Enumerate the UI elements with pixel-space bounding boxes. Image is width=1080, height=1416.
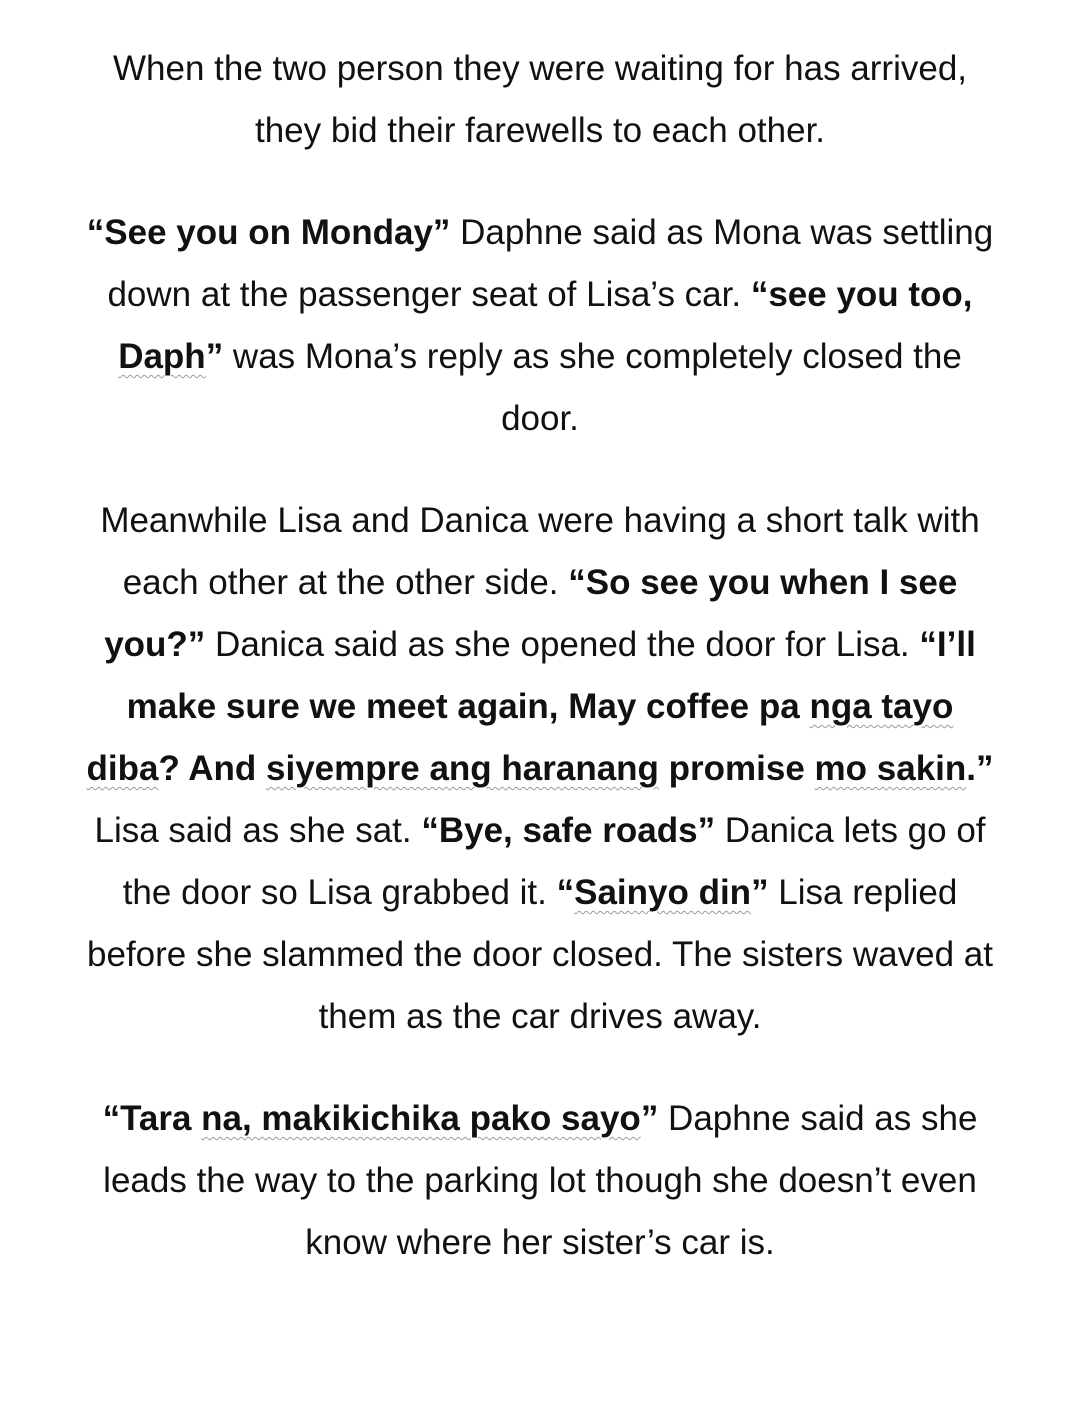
paragraph-arrival bbox=[78, 38, 1002, 162]
paragraph-lisa-danica bbox=[78, 490, 1002, 1048]
spellcheck-flagged-phrase: mo sakin bbox=[814, 749, 967, 788]
document-page bbox=[78, 38, 1002, 1274]
narration-text: Danica said as she opened the door for Lisa. bbox=[205, 625, 920, 664]
dialogue-quote: ” bbox=[205, 337, 224, 376]
narration-text: Daphne said as Mona was settling down at the passenger seat of Lisa’s car. bbox=[107, 213, 994, 314]
spellcheck-flagged-phrase: na, makikichika pako sayo bbox=[201, 1099, 641, 1138]
dialogue-quote: “Tara bbox=[102, 1099, 202, 1138]
dialogue-quote: ” bbox=[751, 873, 769, 912]
dialogue-quote: promise bbox=[658, 749, 815, 788]
narration-text: was Mona’s reply as she completely closed the door. bbox=[223, 337, 962, 438]
narration-text: Daphne said as she leads the way to the parking lot though she doesn’t even know where her sister’s car is. bbox=[103, 1099, 978, 1262]
narration-text: Meanwhile Lisa and Danica were having a short talk with each other at the other side. bbox=[100, 501, 980, 602]
narration-text: When the two person they were waiting for has arrived, they bid their farewells to each other. bbox=[112, 49, 968, 150]
dialogue-quote: ” bbox=[640, 1099, 659, 1138]
dialogue-quote: “See you on Monday” bbox=[86, 213, 451, 252]
spellcheck-flagged-word: Daph bbox=[118, 337, 206, 376]
spellcheck-flagged-phrase: nga tayo diba bbox=[86, 687, 954, 788]
narration-text: Danica lets go of the door so Lisa grabbed it. bbox=[122, 811, 986, 912]
dialogue-quote: “see you too, bbox=[750, 275, 973, 314]
spellcheck-flagged-phrase: Sainyo din bbox=[574, 873, 752, 912]
dialogue-quote: “Bye, safe roads” bbox=[421, 811, 716, 850]
dialogue-quote: ? And bbox=[158, 749, 267, 788]
spellcheck-flagged-phrase: siyempre ang haranang bbox=[266, 749, 659, 788]
dialogue-quote: “So see you when I see you?” bbox=[104, 563, 958, 664]
dialogue-quote: “ bbox=[556, 873, 575, 912]
dialogue-quote: .” bbox=[966, 749, 994, 788]
narration-text: Lisa said as she sat. bbox=[94, 811, 422, 850]
paragraph-daphne-parking bbox=[78, 1088, 1002, 1274]
paragraph-mona-farewell bbox=[78, 202, 1002, 450]
dialogue-quote: “I’ll make sure we meet again, May coffee pa bbox=[126, 625, 976, 726]
narration-text: Lisa replied before she slammed the door closed. The sisters waved at them as the car drives away. bbox=[87, 873, 993, 1036]
